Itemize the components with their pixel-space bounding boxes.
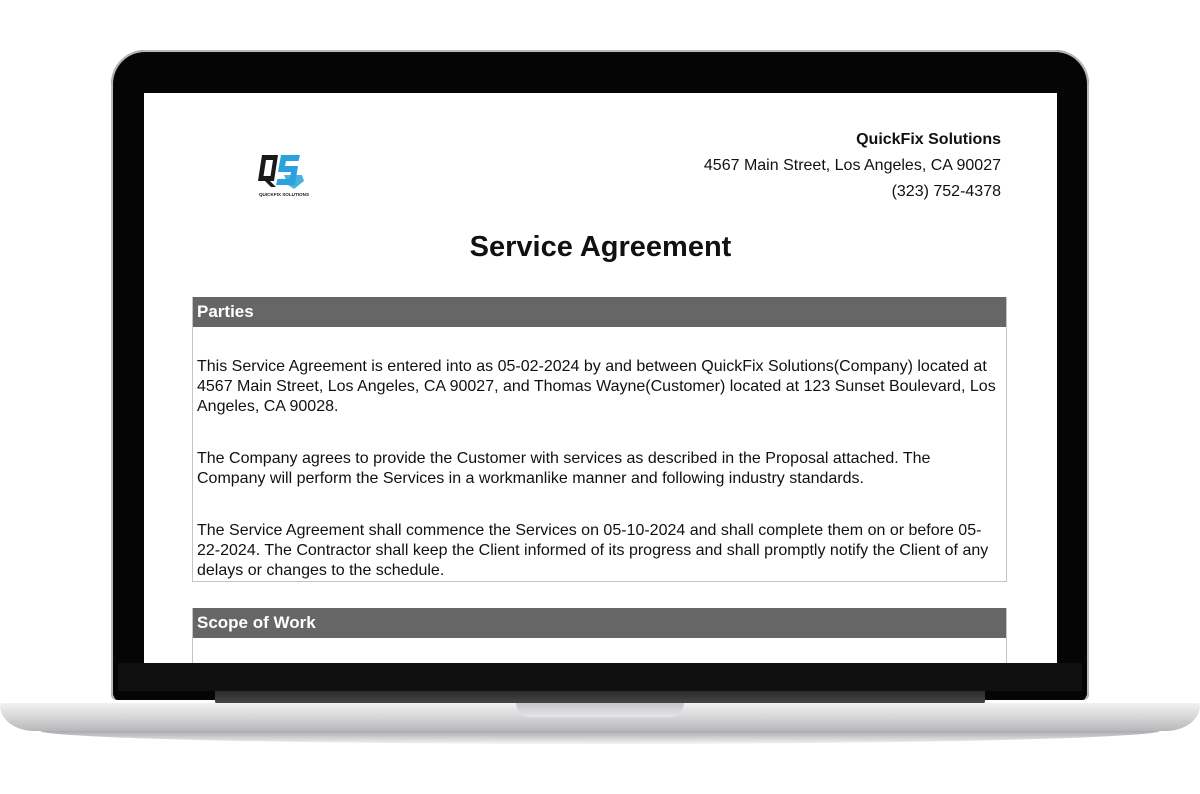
- qs-logo-icon: [254, 151, 314, 201]
- section-body: [193, 327, 1006, 581]
- section-header: Scope of Work: [193, 608, 1006, 638]
- section-header: Parties: [193, 297, 1006, 327]
- laptop-screen: [144, 93, 1057, 663]
- section-parties: [192, 297, 1007, 582]
- laptop-notch: [516, 703, 684, 717]
- document-title: Service Agreement: [469, 231, 732, 263]
- company-address: 4567 Main Street, Los Angeles, CA 90027: [703, 157, 1001, 174]
- laptop-bottom-bezel: [118, 663, 1082, 691]
- paragraph: The Company agrees to provide the Customer with services as described in the Proposal attached. The Company will perform the Services in a workmanlike manner and following industry standards.: [197, 450, 931, 487]
- section-scope-of-work: [192, 608, 1007, 663]
- company-name: QuickFix Solutions: [856, 131, 1001, 148]
- company-phone: (323) 752-4378: [891, 183, 1001, 200]
- company-logo: [254, 151, 314, 201]
- logo-text: QUICKFIX SOLUTIONS: [258, 192, 310, 197]
- paragraph: The Service Agreement shall commence the Services on 05-10-2024 and shall complete them on or before 05-22-2024. The Contractor shall keep the Client informed of its progress and shall promptly notify the Client of any delays or changes to the schedule.: [197, 522, 989, 579]
- paragraph: This Service Agreement is entered into as 05-02-2024 by and between QuickFix Solutions(Company) located at 4567 Main Street, Los Angeles, CA 90027, and Thomas Wayne(Customer) located at 123 Sunset Boulevard, Los Angeles, CA 90028.: [197, 358, 996, 415]
- company-info: [704, 127, 1001, 205]
